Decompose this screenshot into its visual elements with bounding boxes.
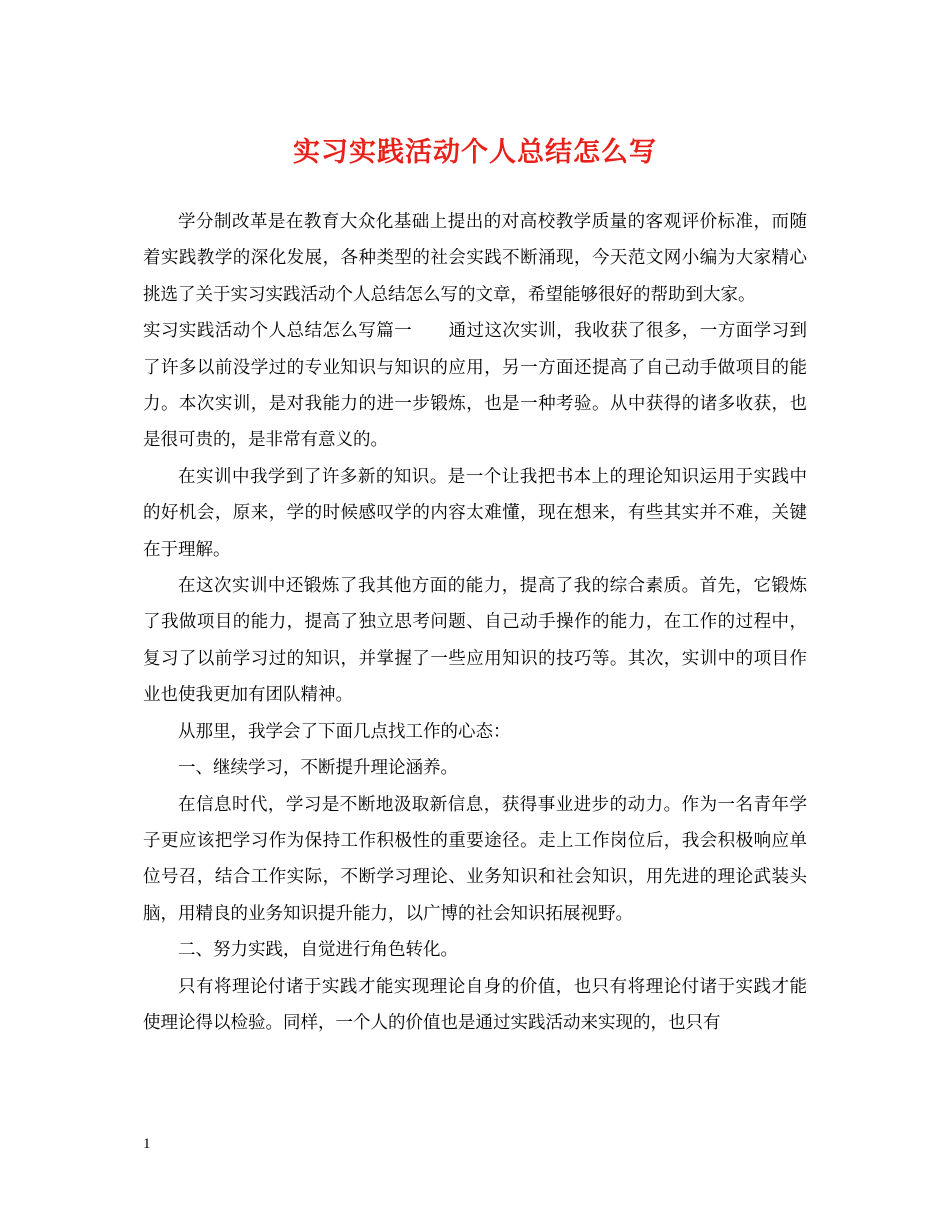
paragraph-job-mindset: 从那里，我学会了下面几点找工作的心态：: [178, 721, 511, 742]
page-number: 1: [143, 1136, 151, 1152]
point-one-heading: 一、继续学习，不断提升理论涵养。: [178, 758, 458, 779]
document-title: 实习实践活动个人总结怎么写: [293, 137, 657, 168]
paragraph-training-abilities: 在这次实训中还锻炼了我其他方面的能力，提高了我的综合素质。首先，它锻炼了我做项目的能力，提高了独立思考问题、自己动手操作的能力，在工作的过程中，复习了以前学习过的知识，并掌握了一些应用知识的技巧等。其次，实训中的项目作业也使我更加有团队精神。: [143, 576, 807, 706]
paragraph-training-knowledge: 在实训中我学到了许多新的知识。是一个让我把书本上的理论知识运用于实践中的好机会，原来，学的时候感叹学的内容太难懂，现在想来，有些其实并不难，关键在于理解。: [143, 466, 807, 560]
point-two-heading: 二、努力实践，自觉进行角色转化。: [178, 940, 458, 961]
document-body: [143, 204, 807, 1041]
paragraph-information-age: 在信息时代，学习是不断地汲取新信息，获得事业进步的动力。作为一名青年学子更应该把学习作为保持工作积极性的重要途径。走上工作岗位后，我会积极响应单位号召，结合工作实际，不断学习理论、业务知识和社会知识，用先进的理论武装头脑，用精良的业务知识提升能力，以广博的社会知识拓展视野。: [143, 794, 807, 924]
section-one-heading: 实习实践活动个人总结怎么写篇一: [143, 321, 413, 342]
paragraph-section-one: [143, 313, 807, 459]
paragraph-practice: 只有将理论付诸于实践才能实现理论自身的价值，也只有将理论付诸于实践才能使理论得以检验。同样，一个人的价值也是通过实践活动来实现的，也只有: [143, 976, 807, 1033]
section-one-text: 通过这次实训，我收获了很多，一方面学习到了许多以前没学过的专业知识与知识的应用，另一方面还提高了自己动手做项目的能力。本次实训，是对我能力的进一步锻炼，也是一种考验。从中获得的诸多收获，也是很可贵的，是非常有意义的。: [143, 321, 808, 451]
paragraph-intro: 学分制改革是在教育大众化基础上提出的对高校教学质量的客观评价标准，而随着实践教学的深化发展，各种类型的社会实践不断涌现，今天范文网小编为大家精心挑选了关于实习实践活动个人总结怎么写的文章，希望能够很好的帮助到大家。: [143, 212, 807, 305]
